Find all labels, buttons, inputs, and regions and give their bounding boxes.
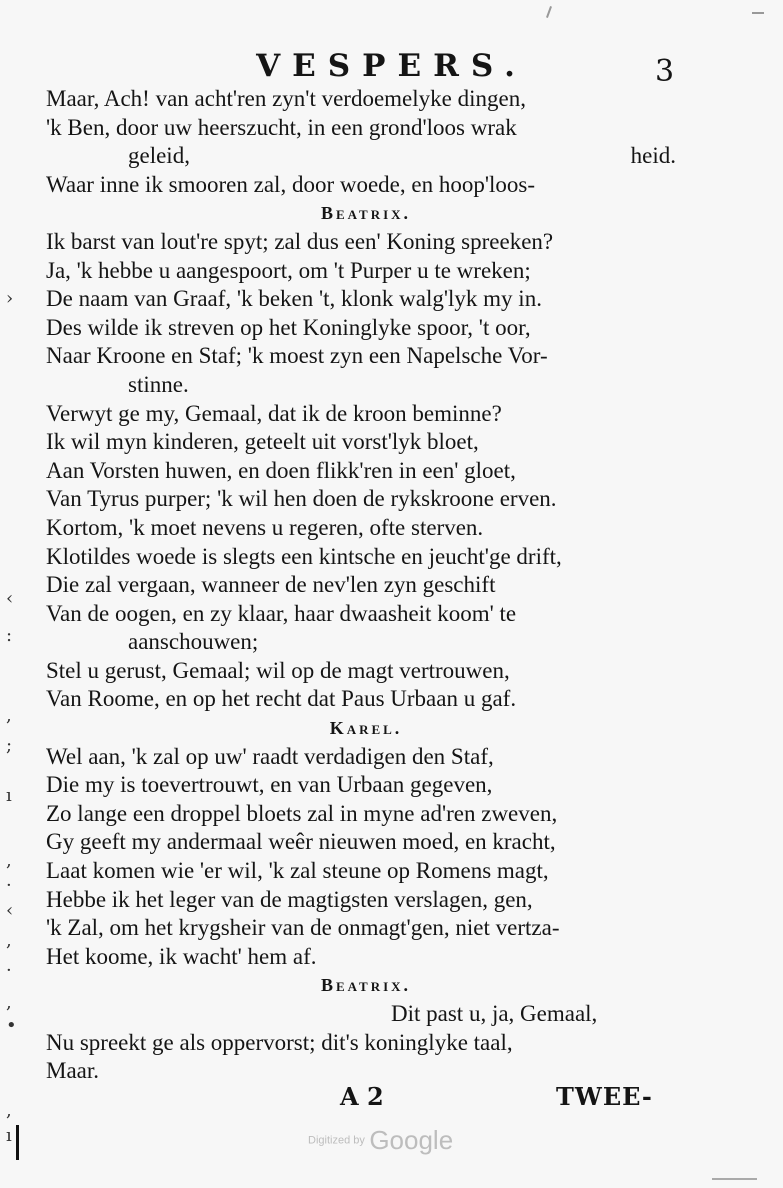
verse-line: Verwyt ge my, Gemaal, dat ik de kroon beminne? [46,400,502,426]
verse-fragment: heid. [630,143,676,169]
speaker-name: Beatrix. [320,975,412,996]
verse-line: Van Tyrus purper; 'k wil hen doen de rykskroone erven. [46,486,557,512]
verse-line: Maar. [46,1058,100,1084]
verse-line: Laat komen wie 'er wil, 'k zal steune op Romens magt, [46,858,549,884]
scan-mark [546,6,552,18]
verse-line: Die my is toevertrouwt, en van Urbaan gegeven, [46,772,493,798]
running-title: VESPERS. [256,48,527,84]
verse-line: aanschouwen; [128,629,259,655]
verse-line: Ik barst van lout're spyt; zal dus een' Koning spreeken? [46,228,554,254]
verse-line: Naar Kroone en Staf; 'k moest zyn een Napelsche Vor- [46,343,548,369]
verse-line: Des wilde ik streven op het Koninglyke spoor, 't oor, [46,314,531,340]
verse-line: Van de oogen, en zy klaar, haar dwaasheit koom' te [46,600,517,626]
verse-line: Waar inne ik smooren zal, door woede, en hoop'loos- [46,171,535,197]
verse-fragment: geleid, [128,143,190,169]
speaker-name: Karel. [329,718,403,739]
scan-mark [712,1178,757,1180]
page-number: 3 [655,54,675,89]
verse-line: Aan Vorsten huwen, en doen flikk'ren in een' gloet, [46,457,516,483]
verse-line: 'k Ben, door uw heerszucht, in een grond'loos wrak [46,114,517,140]
verse-line: Nu spreekt ge als oppervorst; dit's koninglyke taal, [46,1029,513,1055]
verse-line: Zo lange een droppel bloets zal in myne ad'ren zweven, [46,800,558,826]
verse-line: Ja, 'k hebbe u aangespoort, om 't Purper u te wreken; [46,257,531,283]
verse-line: Gy geeft my andermaal weêr nieuwen moed, en kracht, [46,829,556,855]
verse-line: Die zal vergaan, wanneer de nev'len zyn geschift [46,572,496,598]
verse-line: Stel u gerust, Gemaal; wil op de magt vertrouwen, [46,657,510,683]
speaker-name: Beatrix. [320,203,412,224]
verse-line: Kortom, 'k moet nevens u regeren, ofte sterven. [46,514,484,540]
verse-line: Dit past u, ja, Gemaal, [391,1001,598,1026]
verse-line [46,142,686,171]
verse-line: Het koome, ik wacht' hem af. [46,943,317,969]
verse-text [46,85,686,1086]
verse-line: Klotildes woede is slegts een kintsche en jeucht'ge drift, [46,543,562,569]
verse-line: stinne. [128,371,189,397]
digitized-watermark [308,1125,453,1156]
catchword: TWEE- [556,1082,653,1111]
watermark-prefix: Digitized by [308,1134,365,1147]
google-logo: Google [369,1125,454,1155]
verse-line: Van Roome, en op het recht dat Paus Urbaan u gaf. [46,686,517,712]
verse-line: Wel aan, 'k zal op uw' raadt verdadigen den Staf, [46,743,494,769]
verse-line: Ik wil myn kinderen, geteelt uit vorst'lyk bloet, [46,429,479,455]
verse-line: Maar, Ach! van acht'ren zyn't verdoemelyke dingen, [46,86,526,111]
verse-line: 'k Zal, om het krygsheir van de onmagt'gen, niet vertza- [46,915,560,941]
scan-mark [752,12,764,14]
verse-line: De naam van Graaf, 'k beken 't, klonk walg'lyk my in. [46,286,542,312]
verse-line: Hebbe ik het leger van de magtigsten verslagen, gen, [46,886,533,912]
margin-marks: › ‹ : , ; ı , · ‹ , · , • , ı [6,288,17,1146]
signature-mark: A 2 [340,1082,384,1111]
scan-mark [16,1125,19,1160]
